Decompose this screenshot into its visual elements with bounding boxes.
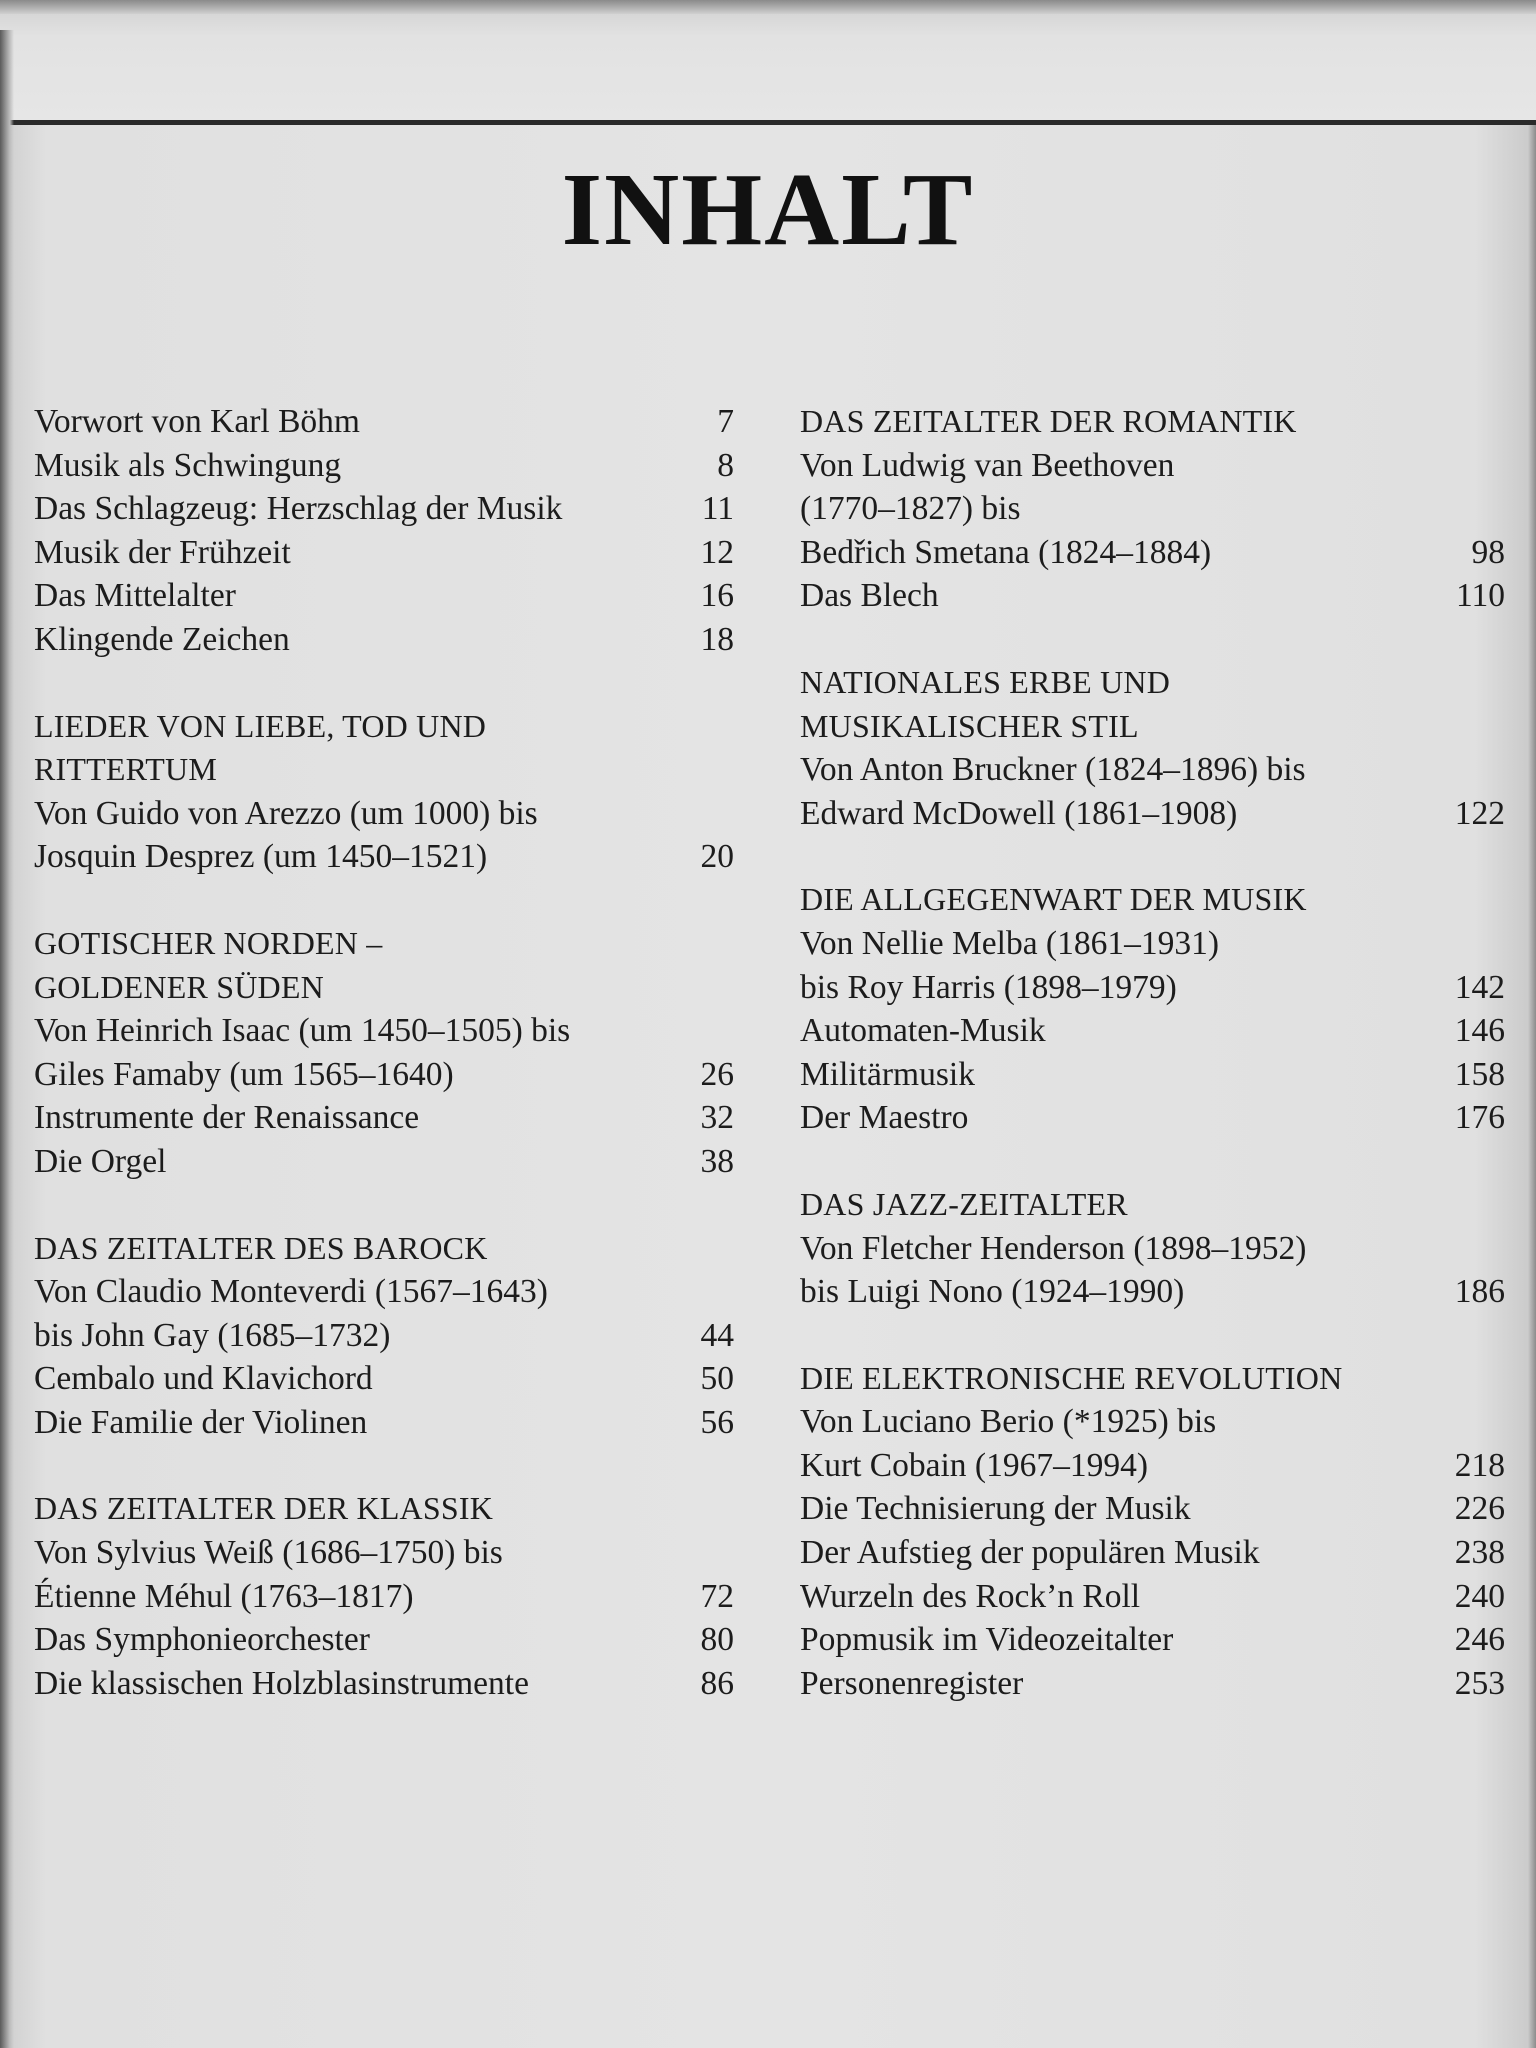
entry-title: Étienne Méhul (1763–1817) [34, 1577, 414, 1615]
toc-entry [800, 1487, 1505, 1531]
entry-title: Cembalo und Klavichord [34, 1360, 373, 1398]
section-heading: GOTISCHER NORDEN – [34, 924, 383, 961]
section-heading: MUSIKALISCHER STIL [800, 707, 1139, 744]
section-heading: DAS ZEITALTER DER KLASSIK [34, 1490, 494, 1527]
entry-title: Von Ludwig van Beethoven [800, 446, 1175, 484]
entry-page-number: 86 [700, 1664, 734, 1702]
entry-page-number: 20 [700, 838, 734, 876]
section-heading: NATIONALES ERBE UND [800, 663, 1171, 700]
entry-page-number: 218 [1454, 1446, 1505, 1484]
toc-entry [800, 1575, 1505, 1619]
toc-entry [34, 1140, 734, 1184]
entry-title: Bedřich Smetana (1824–1884) [800, 533, 1212, 571]
entry-page-number: 8 [717, 446, 734, 484]
entry-title: Die Familie der Violinen [34, 1403, 368, 1441]
entry-title: Die klassischen Holzblasinstrumente [34, 1664, 529, 1702]
toc-entry [34, 792, 734, 836]
entry-title: Musik der Frühzeit [34, 533, 291, 571]
entry-title: Das Mittelalter [34, 577, 236, 615]
toc-entry [34, 1662, 734, 1706]
toc-entry [800, 444, 1505, 488]
toc-entry [34, 1009, 734, 1053]
entry-page-number: 246 [1454, 1621, 1505, 1659]
toc-entry [34, 1270, 734, 1314]
page-top-shadow [0, 0, 1536, 14]
toc-entry [800, 1096, 1505, 1140]
entry-page-number: 226 [1454, 1490, 1505, 1528]
entry-title: Von Fletcher Henderson (1898–1952) [800, 1229, 1307, 1267]
toc-entry [34, 574, 734, 618]
page-top-margin [0, 0, 1536, 122]
toc-entry [34, 1401, 734, 1445]
entry-page-number: 176 [1454, 1099, 1505, 1137]
toc-entry [800, 792, 1505, 836]
entry-title: Von Anton Bruckner (1824–1896) bis [800, 751, 1306, 789]
toc-entry [800, 1053, 1505, 1097]
entry-page-number: 72 [700, 1577, 734, 1615]
section-heading: RITTERTUM [34, 751, 217, 788]
page-edge [1528, 125, 1536, 2048]
entry-title: Personenregister [800, 1664, 1024, 1702]
section-heading: GOLDENER SÜDEN [34, 968, 324, 1005]
toc-entry [34, 1618, 734, 1662]
toc-entry [800, 1009, 1505, 1053]
toc-entry [800, 1444, 1505, 1488]
entry-title: bis Luigi Nono (1924–1990) [800, 1273, 1185, 1311]
entry-title: (1770–1827) bis [800, 490, 1021, 528]
entry-page-number: 50 [700, 1360, 734, 1398]
toc-section [800, 878, 1505, 1140]
toc-entry [800, 922, 1505, 966]
toc-entry [800, 531, 1505, 575]
entry-page-number: 146 [1454, 1012, 1505, 1050]
toc-section [34, 1227, 734, 1445]
toc-entry [34, 1575, 734, 1619]
entry-page-number: 12 [700, 533, 734, 571]
entry-page-number: 26 [700, 1055, 734, 1093]
entry-title: Josquin Desprez (um 1450–1521) [34, 838, 488, 876]
toc-section [34, 400, 734, 662]
entry-page-number: 122 [1454, 794, 1505, 832]
entry-title: Der Maestro [800, 1099, 969, 1137]
toc-entry [34, 1053, 734, 1097]
entry-page-number: 110 [1455, 577, 1505, 615]
entry-title: Von Sylvius Weiß (1686–1750) bis [34, 1534, 503, 1572]
entry-page-number: 56 [700, 1403, 734, 1441]
entry-title: Klingende Zeichen [34, 620, 290, 658]
section-heading: DAS ZEITALTER DER ROMANTIK [800, 403, 1297, 439]
entry-page-number: 38 [700, 1142, 734, 1180]
toc-entry [800, 487, 1505, 531]
entry-page-number: 7 [717, 403, 734, 440]
toc-section [800, 1183, 1505, 1314]
toc-entry [34, 1314, 734, 1358]
entry-title: bis John Gay (1685–1732) [34, 1316, 391, 1354]
section-heading: DIE ALLGEGENWART DER MUSIK [800, 881, 1307, 918]
toc-section [34, 705, 734, 879]
toc-entry [800, 1662, 1505, 1706]
toc-entry [800, 966, 1505, 1010]
toc-entry [34, 1096, 734, 1140]
entry-title: Der Aufstieg der populären Musik [800, 1534, 1260, 1572]
entry-page-number: 98 [1471, 533, 1505, 571]
entry-page-number: 158 [1454, 1055, 1505, 1093]
entry-page-number: 32 [700, 1099, 734, 1137]
entry-page-number: 11 [701, 490, 734, 528]
entry-title: Die Orgel [34, 1142, 167, 1180]
entry-page-number: 142 [1454, 968, 1505, 1006]
toc-entry [800, 1400, 1505, 1444]
entry-page-number: 253 [1454, 1664, 1505, 1702]
toc-entry [34, 835, 734, 879]
toc-column-left [34, 400, 734, 1748]
entry-page-number: 240 [1454, 1577, 1505, 1615]
entry-title: Wurzeln des Rock’n Roll [800, 1577, 1141, 1615]
entry-page-number: 16 [700, 577, 734, 615]
entry-page-number: 186 [1454, 1273, 1505, 1311]
entry-title: Von Nellie Melba (1861–1931) [800, 924, 1219, 962]
entry-title: Edward McDowell (1861–1908) [800, 794, 1238, 832]
entry-title: Das Schlagzeug: Herzschlag der Musik [34, 490, 563, 528]
entry-page-number: 18 [700, 620, 734, 658]
toc-section [800, 400, 1505, 618]
toc-entry [34, 487, 734, 531]
toc-entry [34, 1357, 734, 1401]
section-heading: DIE ELEKTRONISCHE REVOLUTION [800, 1359, 1343, 1396]
entry-title: Die Technisierung der Musik [800, 1490, 1191, 1528]
toc-column-right [800, 400, 1505, 1748]
entry-title: Instrumente der Renaissance [34, 1099, 420, 1137]
entry-title: Das Symphonieorchester [34, 1621, 370, 1659]
section-heading: DAS ZEITALTER DES BAROCK [34, 1229, 488, 1266]
entry-title: Von Luciano Berio (*1925) bis [800, 1403, 1217, 1441]
entry-title: Das Blech [800, 577, 939, 615]
entry-title: Automaten-Musik [800, 1012, 1046, 1050]
entry-title: Von Heinrich Isaac (um 1450–1505) bis [34, 1012, 571, 1050]
entry-title: Giles Famaby (um 1565–1640) [34, 1055, 454, 1093]
toc-entry [800, 1618, 1505, 1662]
entry-title: bis Roy Harris (1898–1979) [800, 968, 1177, 1006]
toc-section [800, 1357, 1505, 1706]
page-title: INHALT [561, 152, 975, 267]
toc-entry [800, 1531, 1505, 1575]
entry-title: Musik als Schwingung [34, 446, 342, 484]
entry-title: Kurt Cobain (1967–1994) [800, 1446, 1148, 1484]
entry-page-number: 80 [700, 1621, 734, 1659]
toc-entry [800, 1270, 1505, 1314]
toc-entry [34, 444, 734, 488]
toc-entry [800, 1227, 1505, 1271]
binding-shadow [0, 30, 14, 2048]
entry-page-number: 44 [700, 1316, 734, 1354]
entry-page-number: 238 [1454, 1534, 1505, 1572]
entry-title: Militärmusik [800, 1055, 975, 1093]
section-heading: LIEDER VON LIEBE, TOD UND [34, 707, 487, 744]
toc-section [800, 661, 1505, 835]
toc-entry [800, 574, 1505, 618]
entry-title: Popmusik im Videozeitalter [800, 1621, 1174, 1659]
toc-entry [34, 618, 734, 662]
toc-section [34, 922, 734, 1184]
toc-entry [34, 400, 734, 444]
toc-entry [34, 531, 734, 575]
section-heading: DAS JAZZ-ZEITALTER [800, 1185, 1128, 1222]
toc-entry [34, 1531, 734, 1575]
entry-title: Vorwort von Karl Böhm [34, 403, 360, 440]
toc-section [34, 1487, 734, 1705]
entry-title: Von Guido von Arezzo (um 1000) bis [34, 794, 538, 832]
toc-entry [800, 748, 1505, 792]
entry-title: Von Claudio Monteverdi (1567–1643) [34, 1273, 548, 1311]
